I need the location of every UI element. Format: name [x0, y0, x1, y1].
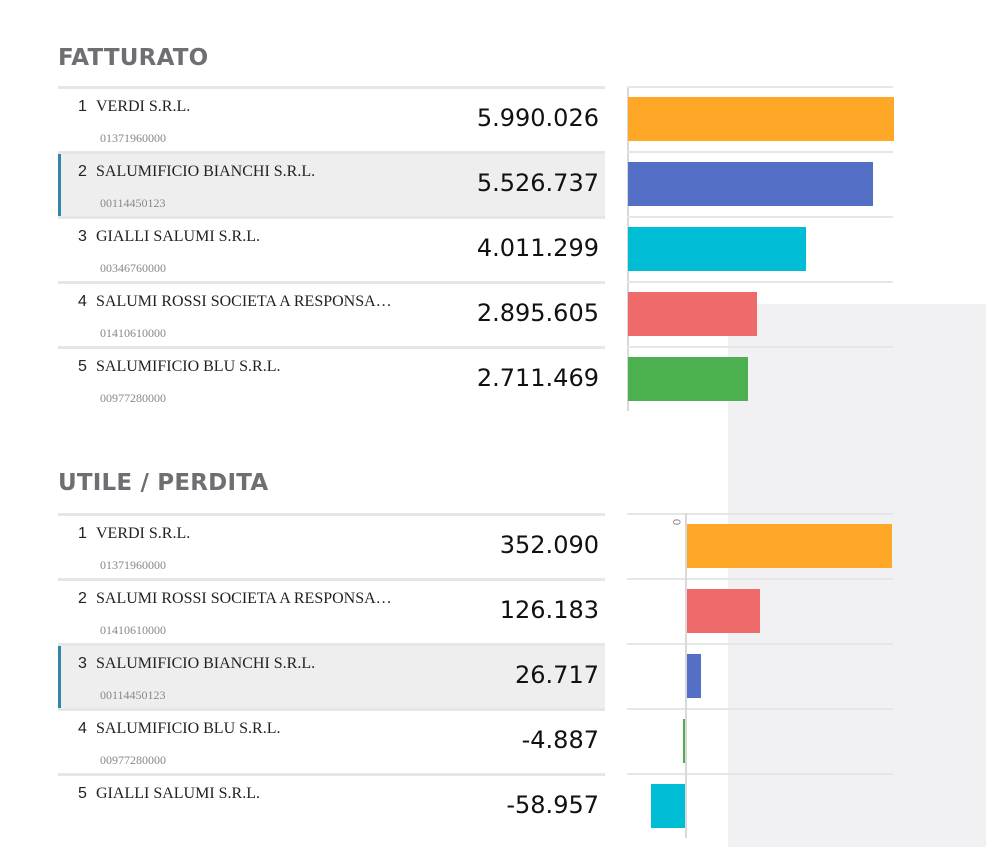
company-name: SALUMIFICIO BIANCHI S.R.L.	[96, 163, 316, 180]
row-rank: 4	[78, 293, 87, 310]
table-row[interactable]	[58, 216, 605, 281]
row-rank: 3	[78, 655, 87, 672]
table-row[interactable]	[58, 86, 605, 151]
chart-gridline	[627, 513, 893, 515]
company-code: 01371960000	[100, 558, 166, 572]
row-value: 352.090	[499, 531, 599, 559]
row-value: 126.183	[499, 596, 599, 624]
company-code: 00114450123	[100, 196, 166, 210]
chart-bar[interactable]	[628, 97, 894, 141]
chart-gridline	[627, 346, 893, 348]
table-row[interactable]	[58, 773, 605, 838]
table-row[interactable]	[58, 281, 605, 346]
company-code: 01410610000	[100, 623, 166, 637]
section-title-fatturato: FATTURATO	[58, 45, 209, 71]
company-name: SALUMIFICIO BLU S.R.L.	[96, 720, 281, 737]
table-row[interactable]	[58, 151, 605, 216]
company-code: 00977280000	[100, 391, 166, 405]
chart-zero-axis	[685, 513, 687, 838]
company-name: VERDI S.R.L.	[96, 525, 191, 542]
chart-gridline	[627, 216, 893, 218]
fatturato-chart	[627, 86, 893, 411]
utile-perdita-chart	[627, 513, 893, 838]
chart-gridline	[627, 151, 893, 153]
chart-gridline	[627, 643, 893, 645]
company-name: GIALLI SALUMI S.R.L.	[96, 228, 260, 245]
row-rank: 1	[78, 525, 87, 542]
row-rank: 5	[78, 358, 87, 375]
row-rank: 2	[78, 163, 87, 180]
row-value: 4.011.299	[476, 234, 599, 262]
chart-gridline	[627, 86, 893, 88]
row-value: 2.895.605	[476, 299, 599, 327]
chart-gridline	[627, 281, 893, 283]
company-name: SALUMI ROSSI SOCIETA A RESPONSA…	[96, 293, 392, 310]
chart-bar[interactable]	[686, 589, 760, 633]
table-row[interactable]	[58, 513, 605, 578]
company-code: 00977280000	[100, 753, 166, 767]
row-rank: 2	[78, 590, 87, 607]
chart-bar[interactable]	[628, 227, 806, 271]
row-rank: 1	[78, 98, 87, 115]
chart-bar[interactable]	[686, 524, 892, 568]
chart-gridline	[627, 578, 893, 580]
utile-perdita-table	[58, 513, 605, 838]
row-value: 2.711.469	[476, 364, 599, 392]
row-value: 26.717	[515, 661, 599, 689]
section-title-utile-perdita: UTILE / PERDITA	[58, 470, 269, 496]
chart-zero-label: 0	[669, 519, 682, 526]
company-code: 00346760000	[100, 261, 166, 275]
chart-bar[interactable]	[628, 357, 748, 401]
table-row[interactable]	[58, 578, 605, 643]
chart-bar[interactable]	[628, 162, 873, 206]
chart-bar[interactable]	[686, 654, 702, 698]
company-name: SALUMI ROSSI SOCIETA A RESPONSA…	[96, 590, 392, 607]
table-row[interactable]	[58, 643, 605, 708]
company-code: 01410610000	[100, 326, 166, 340]
row-value: 5.526.737	[476, 169, 599, 197]
row-rank: 3	[78, 228, 87, 245]
fatturato-table	[58, 86, 605, 411]
company-name: VERDI S.R.L.	[96, 98, 191, 115]
company-code: 01371960000	[100, 131, 166, 145]
table-row[interactable]	[58, 346, 605, 411]
row-rank: 4	[78, 720, 87, 737]
table-row[interactable]	[58, 708, 605, 773]
row-value: 5.990.026	[476, 104, 599, 132]
company-code: 00114450123	[100, 688, 166, 702]
chart-bar[interactable]	[628, 292, 757, 336]
row-rank: 5	[78, 785, 87, 802]
chart-gridline	[627, 773, 893, 775]
company-name: SALUMIFICIO BLU S.R.L.	[96, 358, 281, 375]
chart-gridline	[627, 708, 893, 710]
chart-bar[interactable]	[651, 784, 686, 828]
company-name: GIALLI SALUMI S.R.L.	[96, 785, 260, 802]
row-value: -4.887	[521, 726, 599, 754]
row-value: -58.957	[506, 791, 599, 819]
company-name: SALUMIFICIO BIANCHI S.R.L.	[96, 655, 316, 672]
